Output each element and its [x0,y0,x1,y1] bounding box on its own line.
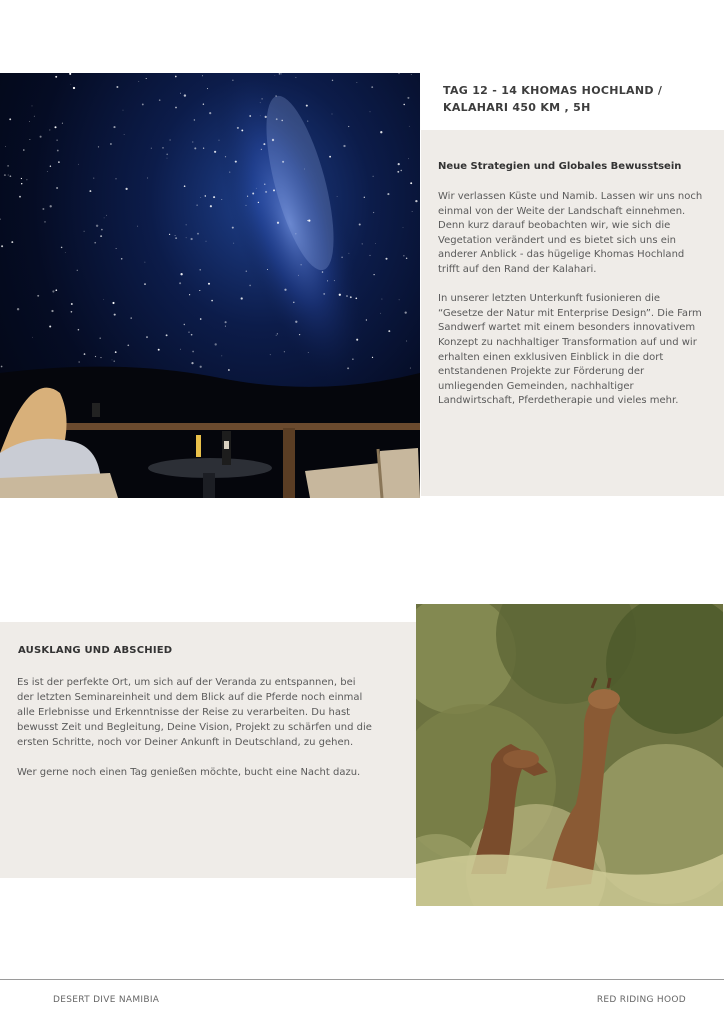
star [347,367,349,369]
star [341,257,343,259]
star [191,362,193,364]
star [307,220,308,221]
star [412,211,413,212]
star [55,289,57,291]
star [385,258,387,260]
star [327,280,328,281]
star [58,161,60,163]
star [237,127,239,129]
star [232,80,233,81]
star [356,339,358,341]
star [4,174,6,176]
star [233,243,234,244]
star [11,241,13,243]
star [261,149,262,150]
star [229,172,230,173]
star [246,205,247,206]
star [95,356,96,357]
star [1,366,3,368]
star [94,242,96,244]
star [184,185,186,187]
star [125,188,127,190]
star [349,253,350,254]
star [34,116,35,117]
star [175,76,177,78]
star [175,107,177,109]
giraffe-illustration [416,604,723,906]
star [5,146,6,147]
star [298,275,299,276]
star [399,299,400,300]
star [260,115,261,116]
star [116,86,118,88]
star [202,75,203,76]
star [246,271,247,272]
star [258,202,259,203]
star [26,179,27,180]
star [110,143,112,145]
star [410,182,412,184]
star [121,258,123,260]
star [189,294,190,295]
star [272,139,274,141]
star [221,199,222,200]
star [37,295,39,297]
star [191,334,193,336]
star [260,102,261,103]
star [211,300,213,302]
star [114,314,116,316]
star [225,326,226,327]
star [130,317,131,318]
star [388,330,390,332]
star [275,75,276,76]
section-body-right [438,190,708,424]
star [265,191,267,193]
star [147,178,148,179]
star [71,311,73,313]
star [249,115,251,117]
star [323,293,325,295]
star [284,289,286,291]
section-title-right: Neue Strategien und Globales Bewusstsein [438,161,682,172]
star [200,366,202,368]
star [403,255,404,256]
star [49,325,51,327]
star [279,73,280,74]
star [32,337,33,338]
star [332,114,333,115]
star [194,147,196,149]
star [184,94,186,96]
star [208,283,210,285]
star [409,126,410,127]
star [40,136,42,138]
star [366,319,367,320]
star [359,223,361,225]
star [73,87,75,89]
star [186,237,187,238]
star [265,116,267,118]
star [411,74,412,75]
star [241,129,243,131]
star [194,119,195,120]
star [21,183,22,184]
star [54,126,56,128]
star [180,93,181,94]
star [371,86,373,88]
star [364,197,365,198]
star [104,218,105,219]
star [380,131,382,133]
star [415,200,417,202]
star [357,82,358,83]
star [370,111,371,112]
star [19,196,21,198]
footer-divider [0,979,724,980]
star [273,189,275,191]
star [276,335,277,336]
star [166,153,168,155]
star [219,140,220,141]
paragraph: Es ist der perfekte Ort, um sich auf der Veranda zu entspannen, bei der letzten Seminareinheit und dem Blick auf die Pferde noch einmal alle Erlebnisse und Erkenntnisse der Reise zu verarbeiten. Du hast bewusst Zeit und Begleitung, Deine Vision, Projekt zu schärfen und die ersten Schritte, noch vor Deiner Ankunft in Deutschland, zu gehen. [17,677,372,748]
star [408,158,409,159]
star [115,178,116,179]
star [42,208,44,210]
star [0,218,1,219]
star [281,73,282,74]
star [209,112,211,114]
star [205,195,206,196]
star [252,193,254,195]
star [405,311,407,313]
star [334,280,335,281]
star [232,227,234,229]
star [403,227,404,228]
star [350,296,352,298]
day-heading-line2: KALAHARI 450 KM , 5H [443,101,591,114]
star [267,269,268,270]
star [175,237,177,239]
star [56,139,57,140]
star [277,222,279,224]
star [410,368,411,369]
star [372,357,373,358]
star [281,120,283,122]
star [214,151,216,153]
star [71,303,73,305]
star [304,169,305,170]
star [306,105,308,107]
star [301,264,302,265]
star [276,118,278,120]
star [199,269,201,271]
star [93,178,94,179]
star [50,205,52,207]
star [215,343,217,345]
star [299,334,300,335]
star [200,197,201,198]
star [398,73,399,74]
star [192,142,193,143]
star [106,215,107,216]
star [329,156,331,158]
star [293,302,294,303]
star [96,225,98,227]
star [32,105,33,106]
star [56,187,58,189]
star [180,273,182,275]
star [61,247,63,249]
star [332,80,333,81]
star [196,205,197,206]
star [275,95,277,97]
star [57,150,59,152]
star [362,243,363,244]
star [47,171,48,172]
star [225,321,227,323]
day-heading [443,82,703,116]
star [9,118,11,120]
star [146,78,147,79]
star [123,110,124,111]
star [100,357,101,358]
star [55,76,57,78]
champagne-glass [196,435,201,457]
star [62,123,63,124]
star [225,156,226,157]
star [29,121,30,122]
section-title-left: AUSKLANG UND ABSCHIED [18,645,173,656]
star [221,356,222,357]
star [166,334,168,336]
star [142,103,144,105]
star [79,361,80,362]
star [264,184,265,185]
star [337,196,338,197]
star [188,332,189,333]
star [375,243,376,244]
star [179,282,181,284]
star [355,297,357,299]
day-heading-line1: TAG 12 - 14 KHOMAS HOCHLAND / [443,84,663,97]
star [203,148,204,149]
star [162,147,163,148]
star [235,161,237,163]
star [112,302,114,304]
star [190,238,192,240]
star [296,234,297,235]
star [137,226,138,227]
star [403,104,404,105]
star [241,297,243,299]
star [339,294,341,296]
star [115,351,117,353]
star [98,146,99,147]
star [70,84,71,85]
star [184,324,185,325]
section-body-left [17,675,372,795]
star [144,283,146,285]
star [169,234,170,235]
star [78,164,79,165]
star [322,271,324,273]
star [352,359,353,360]
star [295,321,297,323]
star [373,212,374,213]
railing [60,423,420,430]
star [1,245,3,247]
star [44,221,45,222]
night-sky-photo [0,73,420,498]
star [407,97,409,99]
star [127,344,129,346]
star [381,299,382,300]
star [138,81,139,82]
star [282,161,284,163]
star [295,77,296,78]
paragraph: Wir verlassen Küste und Namib. Lassen wir uns noch einmal von der Weite der Landschaft einnehmen. Denn kurz darauf beobachten wir, wie sich die Vegetation verändert und es bietet sich uns ein anderer Anblick - das hügelige Khomas Hochland trifft auf den Rand der Kalahari. [438,191,703,275]
star [101,229,103,231]
star [247,196,248,197]
star [180,349,181,350]
star [197,233,199,235]
star [348,126,349,127]
star [100,235,102,237]
star [84,231,85,232]
star [199,290,200,291]
star [397,171,399,173]
star [146,336,148,338]
star [249,285,251,287]
star [114,361,115,362]
star [261,98,262,99]
star [200,318,202,320]
star [116,248,117,249]
star [308,219,310,221]
star [112,360,113,361]
star [401,170,402,171]
star [206,241,207,242]
star [406,258,407,259]
star [113,126,115,128]
star [65,252,66,253]
star [50,166,51,167]
star [406,340,407,341]
star [192,351,194,353]
star [373,176,374,177]
night-sky-illustration [0,73,420,498]
star [77,270,78,271]
star [51,310,53,312]
star [228,369,230,371]
star [175,235,176,236]
star [69,73,71,75]
star [370,255,371,256]
star [158,349,160,351]
star [256,188,257,189]
star [29,139,30,140]
star [52,290,54,292]
star [84,353,86,355]
star [380,313,381,314]
star [49,129,50,130]
star [159,99,161,101]
star [89,190,91,192]
star [346,295,348,297]
star [10,175,12,177]
star [21,178,22,179]
star [343,145,345,147]
star [145,262,146,263]
star [284,351,285,352]
star [203,103,204,104]
star [210,205,212,207]
star [124,134,125,135]
star [307,121,308,122]
star [103,299,104,300]
star [7,165,9,167]
paragraph: In unserer letzten Unterkunft fusionieren die “Gesetze der Natur mit Enterprise Design”. Die Farm Sandwerf wartet mit einem besonders innovativem Konzept zu nachhaltiger Transformation auf und wir erhalten einen exklusiven Einblick in die dort entstandenen Projekte zur Förderung der umliegenden Gemeinden, nachhaltiger Landwirtschaft, Pferdetherapie und vieles mehr. [438,293,702,407]
giraffe-photo [416,604,723,906]
star [78,329,80,331]
star [99,337,100,338]
footer-brand-left: DESERT DIVE NAMIBIA [53,995,160,1005]
star [186,225,187,226]
star [270,354,271,355]
star [373,274,374,275]
footer-brand-right: RED RIDING HOOD [596,995,686,1005]
star [167,158,168,159]
star [277,333,278,334]
star [8,175,9,176]
star [398,163,400,165]
star [213,196,215,198]
star [17,308,19,310]
paragraph: Wer gerne noch einen Tag genießen möchte, bucht eine Nacht dazu. [17,767,361,778]
star [263,143,265,145]
star [308,352,309,353]
star [169,139,170,140]
star [23,149,25,151]
star [151,148,152,149]
star [387,193,389,195]
star [207,88,208,89]
